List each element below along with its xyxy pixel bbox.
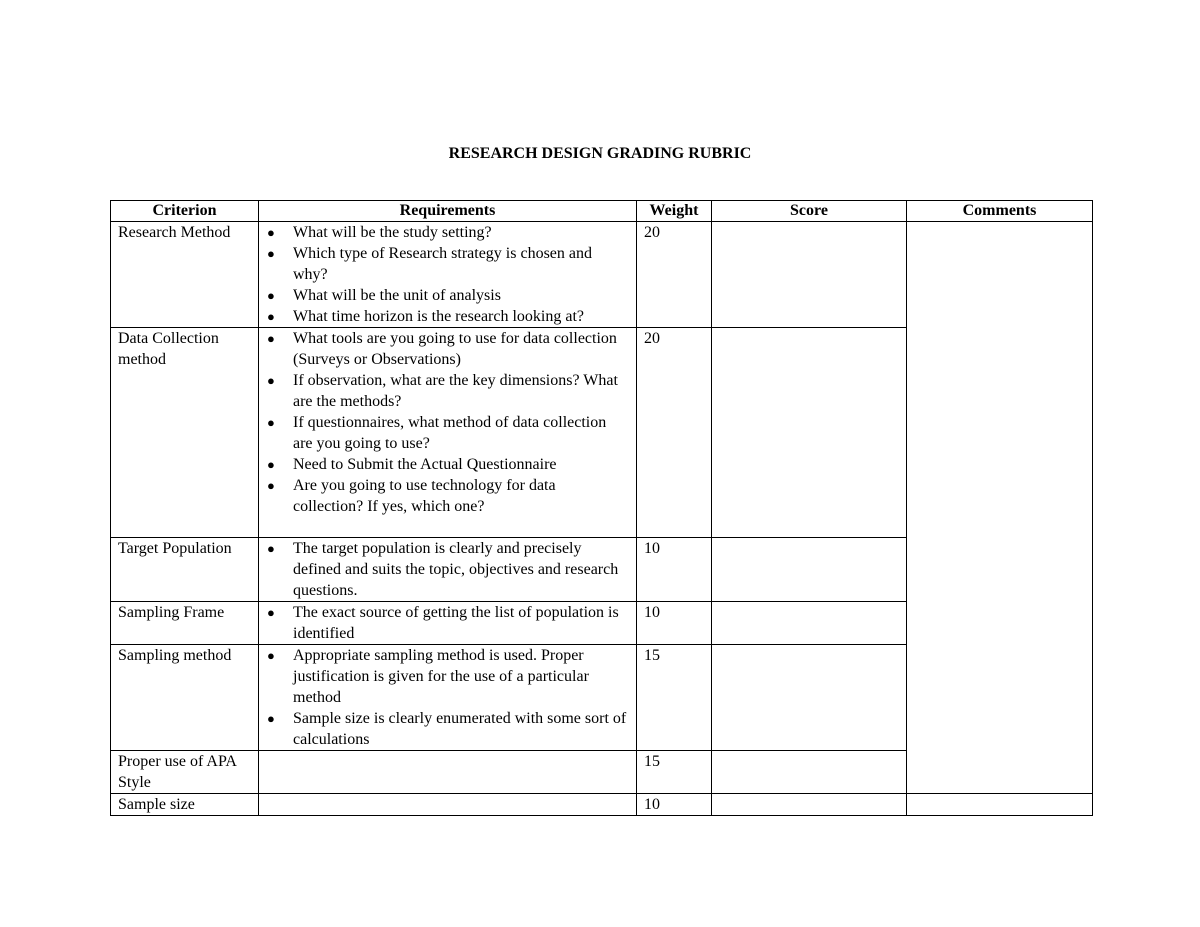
table-header-row [111,201,1093,222]
requirements-header: Requirements [259,201,637,222]
bullet-icon: ● [267,309,275,324]
comments-header: Comments [907,201,1093,222]
criterion-cell: Sampling Frame [111,602,259,645]
bullet-icon: ● [267,373,275,388]
list-item [266,475,629,517]
list-item [266,454,629,475]
bullet-icon: ● [267,331,275,346]
weight-cell: 15 [637,751,712,794]
list-item [266,306,629,327]
list-item [266,645,629,708]
list-item [266,370,629,412]
document-title: RESEARCH DESIGN GRADING RUBRIC [448,145,752,162]
requirement-text: Which type of Research strategy is chosen and why? [293,245,593,283]
weight-cell: 20 [637,222,712,328]
score-header: Score [712,201,907,222]
criterion-cell: Data Collection method [111,328,259,538]
table-row [111,222,1093,328]
bullet-icon: ● [267,415,275,430]
weight-header: Weight [637,201,712,222]
requirement-text: Appropriate sampling method is used. Proper justification is given for the use of a particular method [293,647,589,706]
weight-cell: 10 [637,794,712,816]
requirements-list [266,602,629,644]
score-cell [712,602,907,645]
weight-cell: 10 [637,602,712,645]
criterion-cell: Target Population [111,538,259,602]
weight-cell: 15 [637,645,712,751]
requirement-text: What tools are you going to use for data collection (Surveys or Observations) [293,330,617,368]
list-item [266,285,629,306]
requirement-text: What will be the unit of analysis [293,287,501,304]
list-item [266,412,629,454]
requirements-cell [259,328,637,538]
requirement-text: The exact source of getting the list of population is identified [293,604,619,642]
requirement-text: What time horizon is the research looking at? [293,308,585,325]
bullet-icon: ● [267,605,275,620]
list-item [266,708,629,750]
requirements-list [266,328,629,517]
criterion-cell: Proper use of APA Style [111,751,259,794]
score-cell [712,328,907,538]
weight-cell: 10 [637,538,712,602]
bullet-icon: ● [267,648,275,663]
list-item [266,538,629,601]
bullet-icon: ● [267,246,275,261]
table-row [111,794,1093,816]
requirements-list [266,645,629,750]
requirement-text: Need to Submit the Actual Questionnaire [293,456,557,473]
criterion-cell: Research Method [111,222,259,328]
requirements-list [266,538,629,601]
requirement-text: What will be the study setting? [293,224,492,241]
requirements-cell [259,538,637,602]
bullet-icon: ● [267,225,275,240]
comments-cell [907,794,1093,816]
grading-rubric-table [110,200,1093,816]
requirements-cell [259,602,637,645]
requirements-cell [259,222,637,328]
requirement-text: If questionnaires, what method of data collection are you going to use? [293,414,607,452]
requirement-text: If observation, what are the key dimensions? What are the methods? [293,372,618,410]
list-item [266,328,629,370]
requirement-text: Are you going to use technology for data collection? If yes, which one? [293,477,556,515]
score-cell [712,222,907,328]
score-cell [712,794,907,816]
criterion-cell: Sampling method [111,645,259,751]
requirements-cell [259,751,637,794]
bullet-icon: ● [267,711,275,726]
list-item [266,243,629,285]
requirement-text: The target population is clearly and precisely defined and suits the topic, objectives and research questions. [293,540,619,599]
comments-cell [907,222,1093,794]
requirements-list [266,222,629,327]
score-cell [712,538,907,602]
bullet-icon: ● [267,541,275,556]
list-item [266,222,629,243]
bullet-icon: ● [267,288,275,303]
bullet-icon: ● [267,457,275,472]
criterion-cell: Sample size [111,794,259,816]
score-cell [712,645,907,751]
requirements-cell [259,645,637,751]
requirements-cell [259,794,637,816]
score-cell [712,751,907,794]
list-item [266,602,629,644]
requirement-text: Sample size is clearly enumerated with some sort of calculations [293,710,627,748]
bullet-icon: ● [267,478,275,493]
criterion-header: Criterion [111,201,259,222]
weight-cell: 20 [637,328,712,538]
